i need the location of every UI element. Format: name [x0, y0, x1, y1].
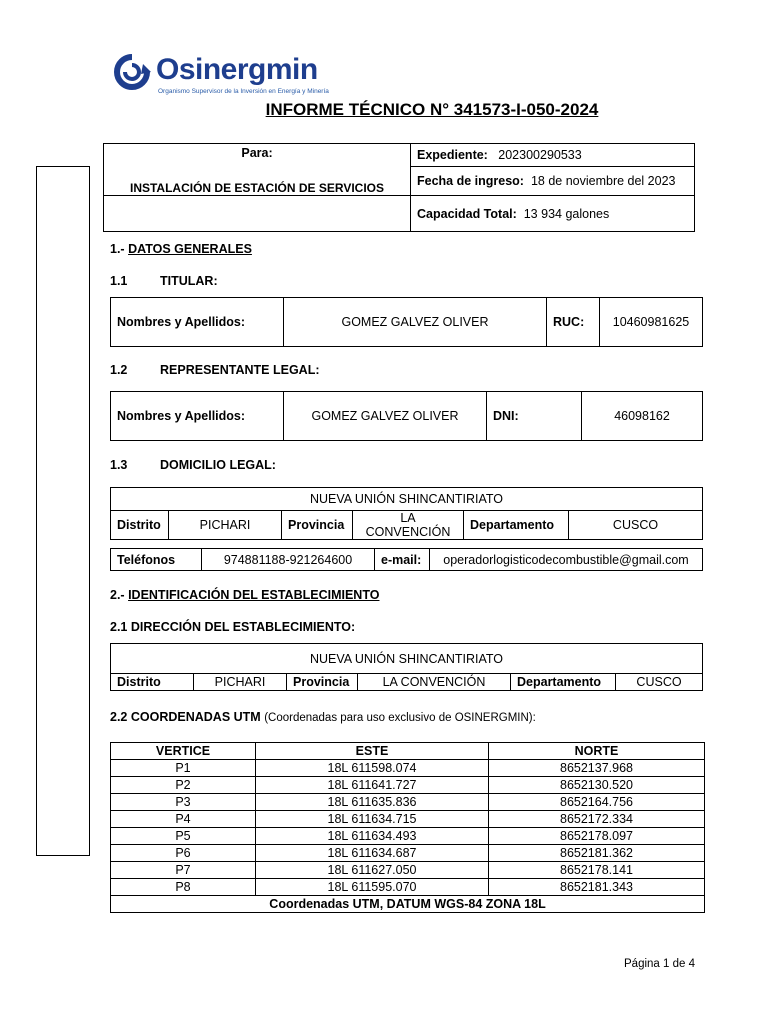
representante-title: REPRESENTANTE LEGAL: — [160, 363, 320, 377]
titular-name-label: Nombres y Apellidos: — [111, 298, 284, 347]
domicilio-number: 1.3 — [110, 458, 128, 472]
coordenadas-heading — [110, 710, 536, 724]
coordinates-body — [111, 760, 705, 896]
este-cell: 18L 611634.493 — [256, 828, 489, 845]
page-number: Página 1 de 4 — [624, 958, 695, 970]
norte-cell: 8652164.756 — [489, 794, 705, 811]
direccion-provincia-label: Provincia — [287, 674, 358, 691]
table-row — [111, 777, 705, 794]
este-cell: 18L 611634.715 — [256, 811, 489, 828]
fecha-label: Fecha de ingreso: — [417, 174, 524, 189]
logo-tagline: Organismo Supervisor de la Inversión en Energía y Minería — [158, 88, 329, 95]
representante-dni-value: 46098162 — [582, 392, 703, 441]
norte-cell: 8652172.334 — [489, 811, 705, 828]
domicilio-departamento-label: Departamento — [464, 511, 569, 540]
este-cell: 18L 611598.074 — [256, 760, 489, 777]
coordenadas-title: 2.2 COORDENADAS UTM — [110, 710, 265, 724]
table-row — [111, 760, 705, 777]
direccion-departamento-value: CUSCO — [616, 674, 703, 691]
fecha-value: 18 de noviembre del 2023 — [530, 174, 676, 189]
titular-title: TITULAR: — [160, 274, 218, 288]
fecha-cell — [411, 167, 695, 196]
capacidad-label: Capacidad Total: — [417, 206, 517, 221]
direccion-heading: 2.1 DIRECCIÓN DEL ESTABLECIMIENTO: — [110, 620, 356, 634]
info-box — [103, 143, 695, 232]
email-label: e-mail: — [375, 549, 430, 571]
domicilio-provincia-label: Provincia — [282, 511, 353, 540]
direccion-distrito-label: Distrito — [111, 674, 194, 691]
col-header-norte: NORTE — [489, 743, 705, 760]
osinergmin-swirl-icon — [112, 54, 152, 90]
telefonos-label: Teléfonos — [111, 549, 202, 571]
norte-cell: 8652130.520 — [489, 777, 705, 794]
table-row — [111, 794, 705, 811]
titular-ruc-value: 10460981625 — [600, 298, 703, 347]
vertice-cell: P8 — [111, 879, 256, 896]
direccion-distrito-value: PICHARI — [194, 674, 287, 691]
contact-table — [110, 548, 703, 571]
representante-dni-label: DNI: — [487, 392, 582, 441]
section2-heading — [110, 588, 379, 602]
section2-title: IDENTIFICACIÓN DEL ESTABLECIMIENTO — [128, 588, 380, 602]
titular-heading — [110, 274, 218, 288]
domicilio-distrito-value: PICHARI — [169, 511, 282, 540]
vertice-cell: P4 — [111, 811, 256, 828]
vertice-cell: P2 — [111, 777, 256, 794]
coordinates-table — [110, 742, 705, 913]
norte-cell: 8652178.141 — [489, 862, 705, 879]
section2-number: 2.- — [110, 588, 129, 602]
report-title: INFORME TÉCNICO N° 341573-I-050-2024 — [265, 100, 599, 119]
norte-cell: 8652181.343 — [489, 879, 705, 896]
coordenadas-note: (Coordenadas para uso exclusivo de OSINERGMIN): — [264, 712, 536, 724]
vertice-cell: P6 — [111, 845, 256, 862]
domicilio-table — [110, 487, 703, 540]
representante-name-label: Nombres y Apellidos: — [111, 392, 284, 441]
vertice-cell: P5 — [111, 828, 256, 845]
titular-table — [110, 297, 703, 347]
table-row — [111, 828, 705, 845]
expediente-value: 202300290533 — [498, 148, 582, 163]
vertice-cell: P7 — [111, 862, 256, 879]
direccion-table — [110, 643, 703, 691]
domicilio-address: NUEVA UNIÓN SHINCANTIRIATO — [111, 488, 703, 511]
col-header-este: ESTE — [256, 743, 489, 760]
norte-cell: 8652178.097 — [489, 828, 705, 845]
side-margin-box — [36, 166, 90, 856]
para-label: Para: — [241, 146, 273, 160]
este-cell: 18L 611634.687 — [256, 845, 489, 862]
domicilio-title: DOMICILIO LEGAL: — [160, 458, 276, 472]
table-row — [111, 845, 705, 862]
vertice-cell: P3 — [111, 794, 256, 811]
domicilio-provincia-value: LA CONVENCIÓN — [353, 511, 464, 540]
titular-number: 1.1 — [110, 274, 128, 288]
osinergmin-logo — [112, 52, 342, 100]
section1-title: DATOS GENERALES — [128, 242, 252, 256]
representante-name-value: GOMEZ GALVEZ OLIVER — [284, 392, 487, 441]
capacidad-cell — [411, 196, 695, 232]
domicilio-distrito-label: Distrito — [111, 511, 169, 540]
section1-number: 1.- — [110, 242, 129, 256]
domicilio-departamento-value: CUSCO — [569, 511, 703, 540]
este-cell: 18L 611627.050 — [256, 862, 489, 879]
norte-cell: 8652137.968 — [489, 760, 705, 777]
section1-heading — [110, 242, 252, 256]
titular-name-value: GOMEZ GALVEZ OLIVER — [284, 298, 547, 347]
email-value: operadorlogisticodecombustible@gmail.com — [430, 549, 703, 571]
col-header-vertice: VERTICE — [111, 743, 256, 760]
direccion-departamento-label: Departamento — [511, 674, 616, 691]
coordinates-footer: Coordenadas UTM, DATUM WGS-84 ZONA 18L — [111, 896, 705, 913]
expediente-cell — [411, 144, 695, 167]
blank-cell — [104, 196, 411, 232]
direccion-address: NUEVA UNIÓN SHINCANTIRIATO — [111, 644, 703, 674]
norte-cell: 8652181.362 — [489, 845, 705, 862]
subject-text: INSTALACIÓN DE ESTACIÓN DE SERVICIOS — [129, 181, 385, 195]
telefonos-value: 974881188-921264600 — [202, 549, 375, 571]
table-row — [111, 811, 705, 828]
capacidad-value: 13 934 galones — [523, 206, 610, 221]
representante-table — [110, 391, 703, 441]
representante-number: 1.2 — [110, 363, 128, 377]
table-row — [111, 862, 705, 879]
este-cell: 18L 611635.836 — [256, 794, 489, 811]
representante-heading — [110, 363, 320, 377]
titular-ruc-label: RUC: — [547, 298, 600, 347]
expediente-label: Expediente: — [417, 148, 488, 163]
table-row — [111, 879, 705, 896]
para-cell — [104, 144, 411, 196]
direccion-provincia-value: LA CONVENCIÓN — [358, 674, 511, 691]
logo-wordmark: Osinergmin — [156, 53, 318, 86]
vertice-cell: P1 — [111, 760, 256, 777]
este-cell: 18L 611641.727 — [256, 777, 489, 794]
domicilio-heading — [110, 458, 276, 472]
este-cell: 18L 611595.070 — [256, 879, 489, 896]
